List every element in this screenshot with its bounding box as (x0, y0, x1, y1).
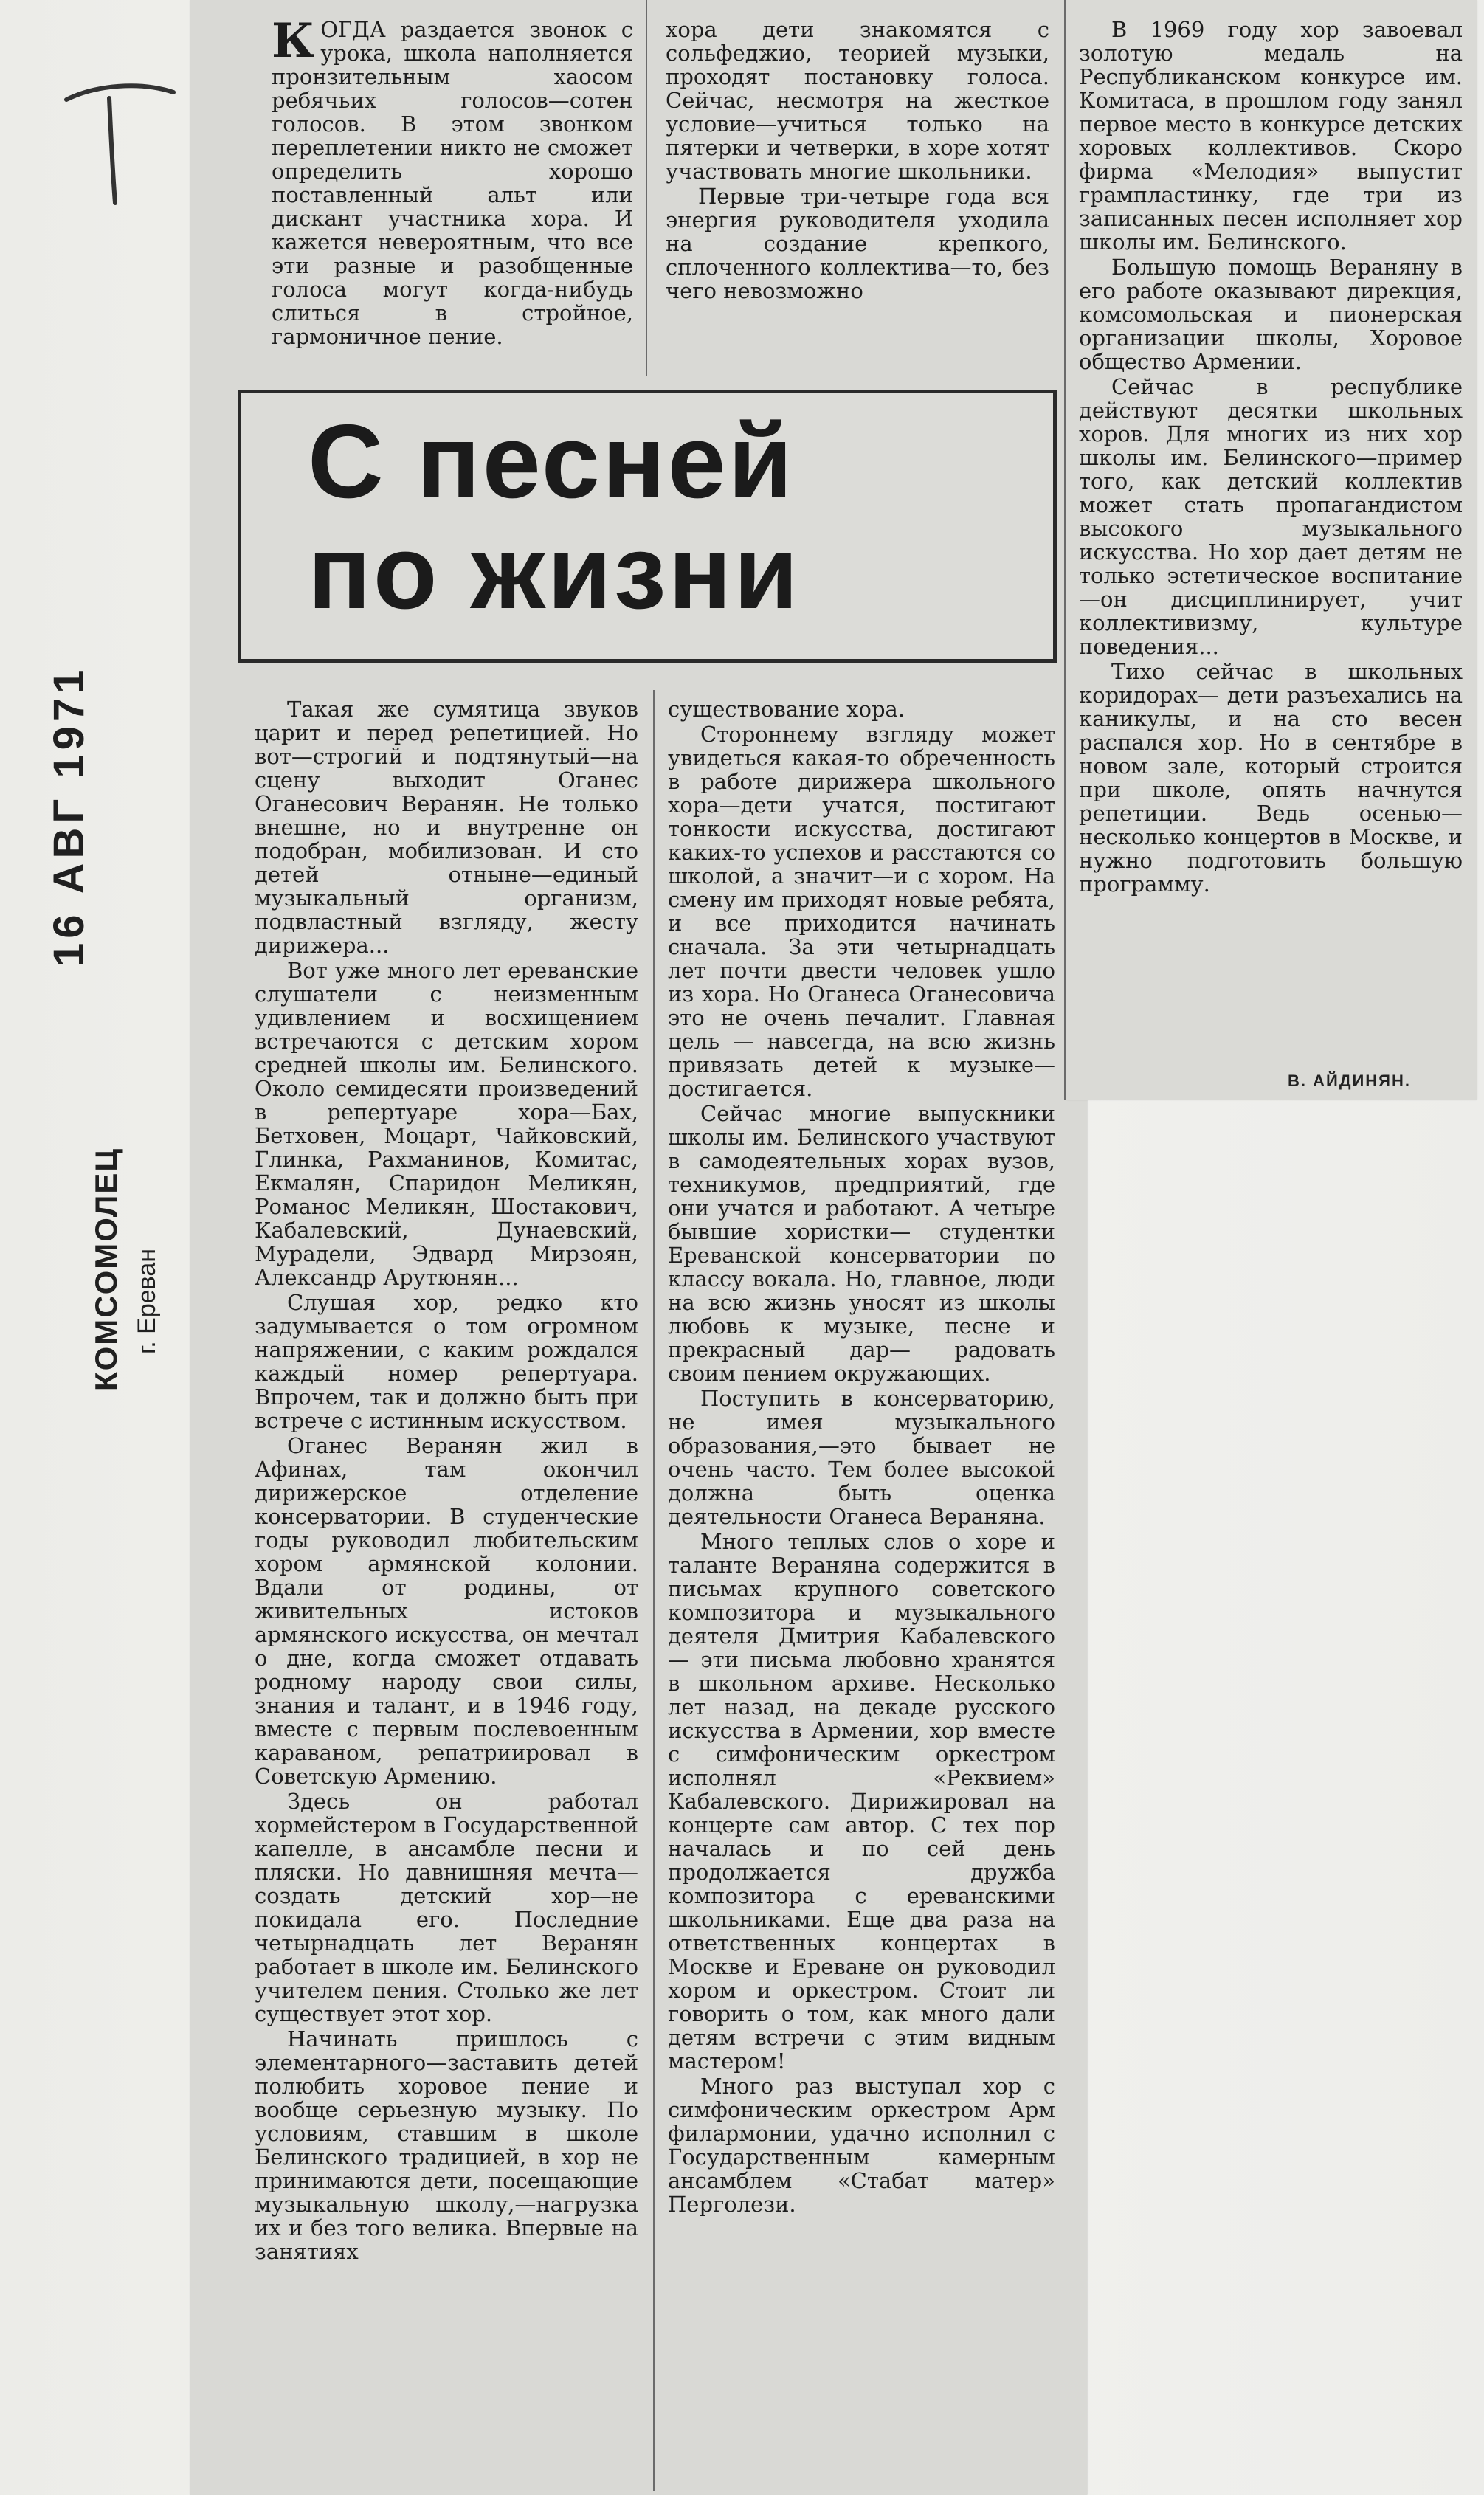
column-rule (646, 0, 647, 376)
column-2-top (666, 18, 1049, 379)
newspaper-city: г. Ереван (133, 1248, 161, 1354)
paragraph: Вот уже много лет ереванские слушатели с неизменным удивлением и восхищением встречаются с детским хором средней школы им. Белинского. Около семидесяти произведений в репертуаре хора—Бах, Бетховен, Моцарт, Чайковский, Глинка, Рахманинов, Комитас, Екмалян, Спаридон Меликян, Романос Меликян, Шостакович, Кабалевский, Дунаевский, Мурадели, Эдвард Мирзоян, Александр Арутюнян... (255, 958, 638, 1290)
paragraph: Начинать пришлось с элементарного—заставить детей полюбить хоровое пение и вообще серьезную музыку. По условиям, ставшим в школе Белинского традицией, в хор не принимаются дети, посещающие музыкальную школу,—нагрузка их и без того велика. Впервые на занятиях (255, 2026, 638, 2264)
author-signature: В. АЙДИНЯН. (1288, 1071, 1411, 1090)
paragraph: В 1969 году хор завоевал золотую медаль на Республиканском конкурсе им. Комитаса, в прошлом году занял первое место в конкурсе детских хоровых коллективов. Скоро фирма «Мелодия» выпустит грампластинку, где три из записанных песен исполняет хор школы им. Белинского. (1079, 18, 1463, 255)
headline (308, 403, 801, 631)
date-stamp: 16 АВГ 1971 (45, 665, 93, 967)
paragraph: Сейчас многие выпускники школы им. Белинского участвуют в самодеятельных хорах вузов, техникумов, предприятий, где они учатся и работают. А четыре бывшие хористки— студентки Ереванской консерватории по классу вокала. Но, главное, люди на всю жизнь уносят из школы любовь к музыке, песне и прекрасный дар— радовать своим пением окружающих. (668, 1101, 1055, 1386)
column-3 (1079, 18, 1463, 1066)
newspaper-name: КОМСОМОЛЕЦ (89, 1147, 123, 1391)
headline-box (238, 390, 1057, 663)
paragraph: Поступить в консерваторию, не имея музыкального образования,—это бывает не очень часто. Тем более высокой должна быть оценка деятельности Оганеса Вераняна. (668, 1386, 1055, 1529)
intro-paragraph (272, 18, 633, 379)
paragraph: Стороннему взгляду может увидеться какая-то обреченность в работе дирижера школьного хора—дети учатся, постигают тонкости искусства, достигают каких-то успехов и расстаются со школой, а значит—и с хором. На смену им приходят новые ребята, и все приходится начинать сначала. За эти четырнадцать лет почти двести человек ушло из хора. Но Оганеса Оганесовича это не очень печалит. Главная цель — навсегда, на всю жизнь привязать детей к музыке—достигается. (668, 722, 1055, 1101)
paragraph: Первые три-четыре года вся энергия руководителя уходила на создание крепкого, сплоченного коллектива—то, без чего невозможно (666, 184, 1049, 303)
column-2-bottom (668, 697, 1055, 2487)
paragraph: Такая же сумятица звуков царит и перед репетицией. Но вот—строгий и подтянутый—на сцену выходит Оганес Оганесович Веранян. Не только внешне, но и внутренне он подобран, мобилизован. И сто детей отныне—единый музыкальный организм, подвластный взгляду, жесту дирижера... (255, 697, 638, 958)
paragraph: хора дети знакомятся с сольфеджио, теорией музыки, проходят постановку голоса. Сейчас, несмотря на жесткое условие—учиться только на пятерки и четверки, в хоре хотят участвовать многие школьники. (666, 18, 1049, 184)
paragraph: Много теплых слов о хоре и таланте Вераняна содержится в письмах крупного советского композитора и музыкального деятеля Дмитрия Кабалевского — эти письма любовно хранятся в школьном архиве. Несколько лет назад, на декаде русского искусства в Армении, хор вместе с симфоническим оркестром исполнял «Реквием» Кабалевского. Дирижировал на концерте сам автор. С тех пор началась и по сей день продолжается дружба композитора с ереванскими школьниками. Еще два раза на ответственных концертах в Москве и Ереване он руководил хором и оркестром. Стоит ли говорить о том, как много дали детям встречи с этим видным мастером! (668, 1529, 1055, 2074)
paragraph: Сейчас в республике действуют десятки школьных хоров. Для многих из них хор школы им. Белинского—пример того, как детский коллектив может стать пропагандистом высокого музыкального искусства. Но хор дает детям не только эстетическое воспитание—он дисциплинирует, учит коллективизму, культуре поведения... (1079, 374, 1463, 659)
column-1-bottom (255, 697, 638, 2487)
paragraph: Много раз выступал хор с симфоническим оркестром Арм филармонии, удачно исполнил с Государственным камерным ансамблем «Стабат матер» Перголези. (668, 2074, 1055, 2217)
paragraph: Оганес Веранян жил в Афинах, там окончил дирижерское отделение консерватории. В студенческие годы руководил любительским хором армянской колонии. Вдали от родины, от живительных истоков армянского искусства, он мечтал о дне, когда сможет отдавать родному народу свои силы, знания и талант, и в 1946 году, вместе с первым послевоенным караваном, репатриировал в Советскую Армению. (255, 1433, 638, 1789)
paragraph: Большую помощь Вераняну в его работе оказывают дирекция, комсомольская и пионерская организации школы, Хоровое общество Армении. (1079, 255, 1463, 374)
column-rule (653, 690, 655, 2491)
paragraph: Тихо сейчас в школьных коридорах— дети разъехались на каникулы, и на сто весен распался хор. Но в сентябре в новом зале, который строится при школе, опять начнутся репетиции. Ведь осенью—несколько концертов в Москве, и нужно подготовить большую программу. (1079, 659, 1463, 897)
intro-text: ОГДА раздается звонок с урока, школа наполняется пронзительным хаосом ребячьих голосов—сотен голосов. В этом звонком переплетении никто не сможет определить хорошо поставленный альт или дискант участника хора. И кажется невероятным, что все эти разные и разобщенные голоса могут когда-нибудь слиться в стройное, гармоничное пение. (272, 18, 633, 349)
paragraph: существование хора. (668, 697, 905, 722)
paragraph: Здесь он работал хормейстером в Государственной капелле, в ансамбле песни и пляски. Но давнишняя мечта—создать детский хор—не покидала его. Последние четырнадцать лет Веранян работает в школе им. Белинского учителем пения. Столько же лет существует этот хор. (255, 1789, 638, 2026)
paragraph: Слушая хор, редко кто задумывается о том огромном напряжении, с каким рождался каждый номер репертуара. Впрочем, так и должно быть при встрече с истинным искусством. (255, 1290, 638, 1433)
handwritten-mark (52, 70, 184, 210)
drop-cap: К (272, 18, 315, 69)
column-rule (1064, 0, 1066, 1100)
headline-line-2: по жизни (308, 514, 801, 631)
headline-line-1: С песней (308, 403, 795, 520)
